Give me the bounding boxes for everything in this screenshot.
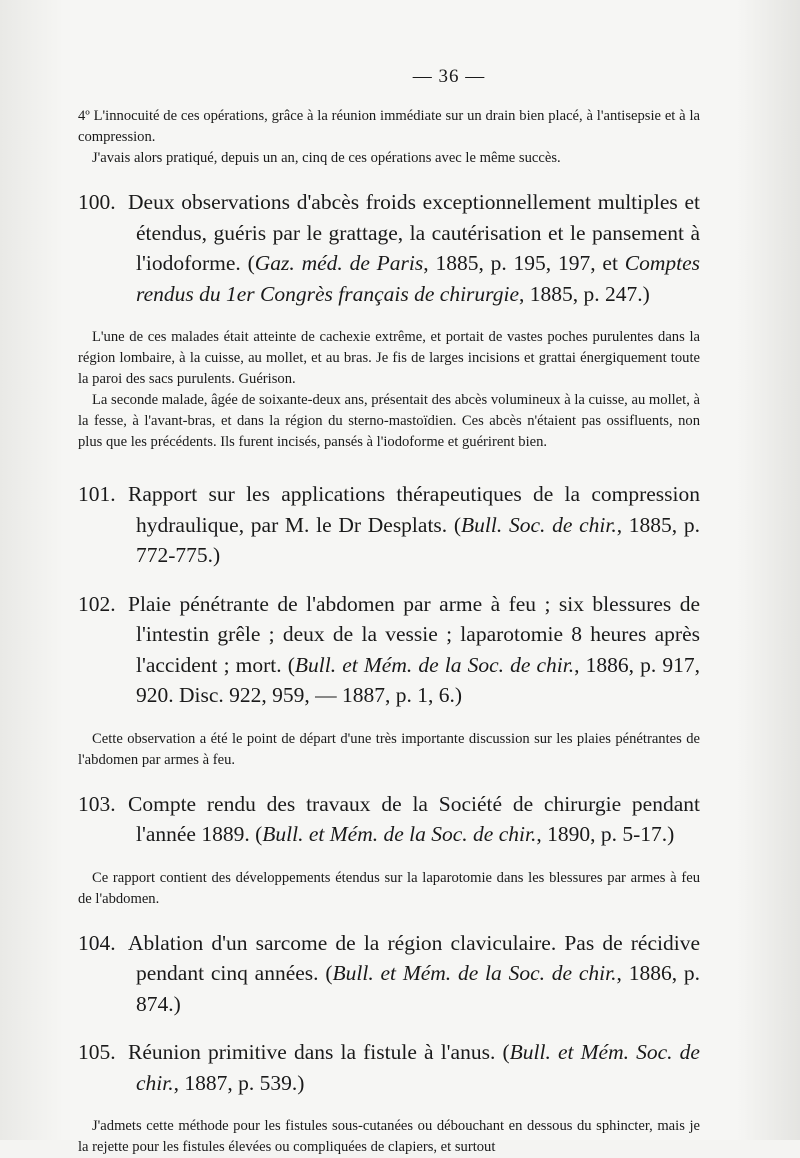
entry-reference-tail: , 1885, p. 247.): [519, 281, 650, 306]
entry-title: Compte rendu des travaux de la Société de chirurgie pendant l'année 1889. (: [128, 791, 700, 846]
entry-title: Réunion primitive dans la fistule à l'anus. (: [128, 1040, 510, 1064]
note-paragraph: Ce rapport contient des développements étendus sur la laparotomie dans les blessures par armes à feu de l'abdomen.: [78, 869, 700, 907]
entry-number: 102.: [78, 591, 116, 616]
entry-reference: Bull. et Mém. de la Soc. de chir.: [262, 822, 537, 846]
entry-reference: Bull. et Mém. de la Soc. de chir.: [332, 961, 617, 985]
note-paragraph: J'admets cette méthode pour les fistules sous-cutanées ou débouchant en dessous du sphincter, mais je la rejette pour les fistules élevées ou compliquées de clapiers, et surtout: [78, 1118, 700, 1155]
entry-number: 100.: [78, 190, 116, 214]
entry-reference-details: , 1886, p. 917, 920. Disc. 922, 959, — 1887, p. 1, 6.): [136, 652, 700, 707]
entry-reference: Bull. et Mém. Soc. de chir.: [136, 1040, 700, 1095]
entry-100-notes: [78, 327, 700, 453]
entry-title: Plaie pénétrante de l'abdomen par arme à feu ; six blessures de l'intestin grêle ; deux de la vessie ; laparotomie 8 heures après l'accident ; mort. (: [128, 591, 700, 677]
entry-102-notes: [78, 729, 700, 771]
intro-paragraph-1: 4º L'innocuité de ces opérations, grâce à la réunion immédiate sur un drain bien placé, à l'antisepsie et à la compression.: [78, 108, 700, 145]
entry-reference-details: , 1885, p. 195, 197, et: [423, 251, 625, 275]
entry-number: 101.: [78, 482, 116, 506]
entry-reference: Bull. Soc. de chir.: [461, 512, 617, 537]
page-number: — 36 —: [412, 66, 486, 87]
entry-100: [78, 187, 700, 309]
entry-number: 103.: [78, 791, 116, 816]
entry-title: Deux observations d'abcès froids exceptionnellement multiples et étendus, guéris par le grattage, la cautérisation et le pansement à l'iodoforme. (: [128, 190, 700, 275]
entry-103-notes: [78, 868, 700, 910]
entry-number: 104.: [78, 930, 116, 955]
entry-103: [78, 789, 700, 850]
entry-105: [78, 1037, 700, 1098]
entry-reference-details: , 1885, p. 772-775.): [136, 512, 701, 567]
entry-reference-details: , 1887, p. 539.): [173, 1070, 305, 1095]
note-paragraph: L'une de ces malades était atteinte de cachexie extrême, et portait de vastes poches purulentes dans la région lombaire, à la cuisse, au mollet, et au bras. Je fis de larges incisions et grattai énergiquement toute la paroi des sacs purulents. Guérison.: [78, 329, 700, 387]
entry-reference: Bull. et Mém. de la Soc. de chir.: [294, 652, 575, 677]
entry-reference-details: , 1886, p. 874.): [136, 961, 700, 1016]
entry-105-notes: [78, 1116, 700, 1158]
note-paragraph: Cette observation a été le point de départ d'une très importante discussion sur les plaies pénétrantes de l'abdomen par armes à feu.: [78, 730, 700, 768]
entry-title: Rapport sur les applications thérapeutiques de la compression hydraulique, par M. le Dr Desplats. (: [128, 482, 700, 537]
note-paragraph: La seconde malade, âgée de soixante-deux ans, présentait des abcès volumineux à la cuisse, au mollet, à la fesse, à l'avant-bras, et dans la région du sterno-mastoïdien. Ces abcès n'étaient pas ossifluents, non plus que les précédents. Ils furent incisés, pansés à l'iodoforme et guérirent bien.: [78, 392, 700, 450]
intro-paragraph-2: J'avais alors pratiqué, depuis un an, cinq de ces opérations avec le même succès.: [92, 150, 561, 166]
entry-104: [78, 928, 700, 1020]
entry-title: Ablation d'un sarcome de la région claviculaire. Pas de récidive pendant cinq années. (: [128, 930, 700, 985]
entry-102: [78, 589, 700, 711]
entry-101: [78, 479, 700, 571]
entry-reference: Gaz. méd. de Paris: [254, 251, 424, 275]
entry-number: 105.: [78, 1040, 116, 1064]
entry-reference-details: , 1890, p. 5-17.): [536, 822, 675, 846]
entry-reference-2: Comptes rendus du 1er Congrès français de chirurgie: [136, 251, 700, 306]
